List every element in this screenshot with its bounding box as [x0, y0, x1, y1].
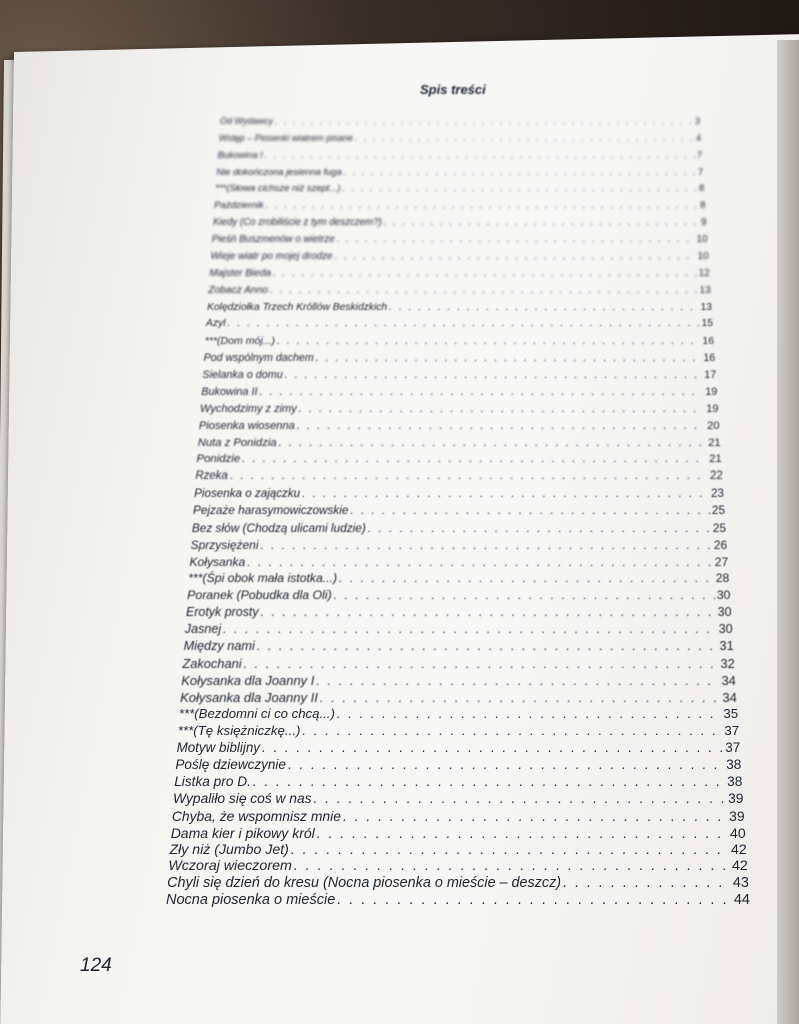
toc-entry-title: Pejzaże harasymowiczowskie — [193, 504, 349, 517]
toc-entry — [187, 588, 730, 602]
toc-dot-leader — [320, 690, 721, 705]
toc-entry-page: 8 — [699, 183, 705, 195]
toc-entry — [216, 167, 703, 177]
toc-dot-leader — [261, 538, 712, 552]
toc-dot-leader — [384, 217, 699, 228]
toc-entry-title: Majster Bieda — [209, 267, 271, 279]
toc-entry-page: 19 — [705, 385, 718, 398]
toc-entry-page: 34 — [721, 672, 736, 688]
toc-dot-leader — [285, 369, 703, 381]
toc-dot-leader — [294, 858, 730, 874]
toc-entry-page: 30 — [718, 622, 733, 637]
toc-entry-page: 42 — [731, 841, 747, 858]
toc-dot-leader — [242, 453, 707, 465]
toc-entry — [192, 521, 726, 535]
toc-dot-leader — [299, 403, 704, 415]
toc-entry-title: Bez słów (Chodzą ulicami ludzie) — [191, 520, 366, 535]
toc-entry-title: Wstęp – Piosenki wiatrem pisane — [218, 132, 353, 143]
toc-entry — [215, 183, 704, 194]
toc-entry-title: Sielanka o domu — [202, 369, 283, 382]
toc-entry-title: Wczoraj wieczorem — [168, 858, 292, 875]
toc-entry-page: 10 — [697, 250, 709, 262]
toc-dot-leader — [277, 335, 700, 347]
toc-dot-leader — [288, 757, 724, 772]
toc-entry — [213, 217, 707, 228]
toc-dot-leader — [257, 639, 718, 653]
toc-entry — [184, 639, 734, 653]
toc-dot-leader — [334, 588, 715, 602]
toc-entry-title: ***(Bezdomni ci co chcą...) — [178, 706, 335, 722]
toc-entry — [175, 757, 741, 772]
toc-dot-leader — [314, 791, 727, 806]
toc-entry-page: 7 — [697, 149, 703, 160]
toc-entry-page: 28 — [715, 571, 730, 586]
toc-entry — [178, 723, 739, 738]
toc-entry — [211, 251, 709, 262]
toc-dot-leader — [337, 706, 722, 721]
toc-entry-title: Pod wspólnym dachem — [203, 352, 314, 365]
toc-dot-leader — [270, 285, 698, 296]
toc-dot-leader — [279, 437, 707, 449]
toc-entry — [199, 420, 720, 432]
toc-entry-page: 7 — [698, 166, 704, 177]
toc-entry-title: ***(Dom mój...) — [204, 335, 276, 348]
toc-entry-title: Chyba, że wspomnisz mnie — [171, 807, 341, 824]
toc-entry-page: 39 — [729, 807, 745, 824]
toc-dot-leader — [275, 116, 693, 126]
toc-entry — [172, 808, 745, 824]
toc-dot-leader — [302, 723, 722, 738]
toc-dot-leader — [335, 251, 696, 262]
toc-entry — [171, 825, 746, 841]
toc-entry-page: 30 — [716, 588, 731, 603]
toc-entry-title: Jasnej — [184, 622, 222, 637]
toc-dot-leader — [343, 183, 698, 194]
toc-dot-leader — [261, 605, 716, 619]
toc-entry-title: ***(Śpi obok mała istotka...) — [188, 571, 338, 586]
toc-entry-title: Rzeka — [195, 470, 228, 483]
toc-entry-page: 10 — [696, 234, 708, 246]
toc-entry-page: 13 — [699, 284, 711, 296]
toc-dot-leader — [265, 150, 695, 160]
toc-entry-title: Bukowina II — [201, 385, 258, 398]
toc-dot-leader — [223, 622, 716, 636]
toc-dot-leader — [339, 571, 714, 585]
toc-dot-leader — [368, 521, 711, 535]
toc-entry-page: 37 — [724, 723, 740, 739]
toc-entry — [204, 352, 716, 364]
toc-entry — [195, 470, 722, 482]
toc-entry-title: Zakochani — [182, 655, 242, 671]
toc-entry-title: Październik — [214, 200, 264, 212]
toc-entry — [179, 706, 738, 721]
toc-entry — [186, 605, 732, 619]
toc-entry — [197, 453, 722, 465]
toc-entry — [206, 318, 713, 329]
toc-entry — [177, 740, 741, 755]
toc-entry — [191, 538, 728, 552]
toc-entry-title: Listka pro D. — [174, 773, 251, 789]
toc-dot-leader — [355, 133, 694, 143]
toc-entry-title: Pieśń Buszmenów o wietrze — [211, 234, 335, 246]
toc-entry-page: 23 — [710, 487, 724, 501]
toc-entry-title: ***(Słowa cichsze niż szept...) — [215, 183, 341, 195]
toc-entry — [174, 774, 742, 789]
toc-entry-title: Chyli się dzień do kresu (Nocna piosenka o mieście – deszcz) — [167, 875, 562, 892]
toc-entry-title: Motyw biblijny — [176, 740, 261, 756]
toc-entry-page: 31 — [719, 638, 734, 653]
toc-entry-page: 21 — [709, 453, 722, 466]
toc-dot-leader — [228, 318, 700, 329]
toc-entry-page: 19 — [706, 402, 719, 415]
toc-entry-page: 40 — [730, 824, 746, 841]
toc-entry — [189, 555, 728, 569]
toc-entry-page: 9 — [701, 217, 707, 229]
toc-entry — [198, 437, 721, 449]
toc-entry-title: Kołysanka — [189, 554, 246, 569]
toc-entry — [200, 403, 718, 415]
toc-entry-title: Zobacz Anno — [208, 284, 268, 296]
toc-entry-page: 15 — [701, 318, 714, 330]
toc-entry-page: 13 — [700, 301, 712, 313]
toc-dot-leader — [302, 487, 709, 500]
toc-entry — [166, 892, 750, 908]
toc-entry-page: 43 — [732, 875, 749, 892]
toc-entry-page: 22 — [710, 470, 723, 483]
toc-entry-title: Erotyk prosty — [185, 605, 259, 620]
toc-entry-title: Piosenka wiosenna — [198, 419, 295, 432]
toc-entry-page: 8 — [700, 200, 706, 212]
toc-entry-page: 34 — [722, 689, 737, 705]
toc-entry — [212, 234, 708, 245]
toc-entry-title: Między nami — [183, 638, 255, 653]
toc-entry-title: Ponidzie — [196, 453, 241, 466]
toc-entry-page: 38 — [726, 757, 742, 773]
toc-dot-leader — [316, 673, 719, 688]
toc-entry-title: Nuta z Ponidzia — [197, 436, 277, 449]
toc-dot-leader — [337, 234, 695, 245]
toc-entry-title: Kołysanka dla Joanny I — [181, 672, 315, 688]
toc-entry-page: 35 — [723, 706, 739, 722]
toc-dot-leader — [247, 555, 713, 569]
page-number: 124 — [80, 955, 112, 976]
toc-entry — [209, 268, 709, 279]
toc-entry-page: 16 — [702, 335, 715, 348]
toc-dot-leader — [350, 504, 710, 517]
toc-entry-title: Bukowina I — [217, 149, 263, 160]
toc-dot-leader — [291, 841, 729, 857]
toc-title: Spis treści — [420, 82, 486, 97]
toc-entry-title: Wypaliło się coś w nas — [173, 790, 312, 806]
toc-dot-leader — [253, 774, 725, 789]
toc-entry-title: Od Wydawcy — [220, 116, 274, 126]
toc-entry-title: ***(Tę księżniczkę...) — [177, 723, 301, 739]
toc-entry — [214, 200, 705, 211]
toc-entry-page: 16 — [703, 352, 716, 365]
toc-dot-leader — [260, 386, 704, 398]
toc-entry-page: 3 — [694, 116, 700, 126]
toc-entry-page: 26 — [713, 537, 728, 552]
toc-dot-leader — [317, 825, 728, 841]
toc-entry-page: 38 — [727, 773, 743, 789]
toc-entry — [182, 656, 734, 671]
toc-entry-page: 25 — [711, 504, 725, 517]
toc-entry-page: 12 — [698, 267, 710, 279]
toc-entry-title: Dama kier i pikowy król — [170, 824, 315, 841]
toc-entry-page: 4 — [695, 132, 702, 143]
toc-entry-title: Zły niż (Jumbo Jet) — [169, 841, 289, 858]
toc-entry-title: Wieje wiatr po mojej drodze — [210, 250, 333, 262]
toc-entry-page: 21 — [708, 436, 721, 449]
toc-entry-title: Kołysanka dla Joanny II — [180, 689, 318, 705]
toc-dot-leader — [343, 808, 727, 824]
toc-entry-title: Sprzysiężeni — [190, 537, 259, 552]
toc-entry-page: 39 — [728, 790, 744, 806]
toc-entry — [194, 487, 724, 500]
toc-entry-page: 37 — [725, 740, 741, 756]
toc-entry-title: Poranek (Pobudka dla Oli) — [187, 588, 332, 603]
toc-dot-leader — [262, 740, 723, 755]
toc-dot-leader — [389, 302, 698, 313]
toc-entry — [170, 841, 747, 857]
toc-dot-leader — [563, 875, 731, 891]
toc-entry-title: Nocna piosenka o mieście — [166, 892, 336, 908]
toc-entry — [181, 673, 736, 688]
toc-entry-title: Poślę dziewczynie — [175, 757, 286, 773]
toc-dot-leader — [297, 420, 705, 432]
toc-entry-page: 17 — [704, 369, 717, 382]
toc-entry — [219, 133, 701, 143]
toc-dot-leader — [266, 200, 698, 211]
toc-entry — [173, 791, 743, 806]
toc-dot-leader — [273, 268, 697, 279]
toc-entry — [205, 335, 714, 347]
toc-dot-leader — [244, 656, 719, 671]
toc-entry — [202, 369, 716, 381]
toc-entry — [218, 150, 703, 160]
toc-entry-title: Kolędziołka Trzech Króllów Beskidzkich — [207, 301, 388, 313]
toc-dot-leader — [344, 167, 696, 177]
toc-dot-leader — [230, 470, 708, 482]
toc-entry-page: 42 — [731, 858, 748, 875]
toc-entry-title: Kiedy (Co zrobiliście z tym deszczem?) — [212, 217, 382, 229]
toc-dot-leader — [337, 892, 732, 908]
toc-entry — [201, 386, 717, 398]
toc-entry — [167, 875, 749, 891]
toc-entry-page: 44 — [733, 892, 750, 908]
toc-entry — [193, 504, 725, 517]
toc-entry-page: 30 — [717, 605, 732, 620]
toc-entry — [168, 858, 747, 874]
toc-entry-title: Wychodzimy z zimy — [200, 402, 297, 415]
toc-entry-page: 27 — [714, 554, 729, 569]
toc-entry-page: 25 — [712, 520, 727, 535]
toc-entry-page: 20 — [707, 419, 720, 432]
toc-dot-leader — [316, 352, 702, 364]
toc-entry — [220, 116, 700, 126]
toc-entry — [185, 622, 733, 636]
toc-entry-title: Azyl — [205, 318, 226, 330]
toc-entry-title: Nie dokończona jesienna fuga — [216, 166, 342, 177]
toc-entry — [180, 690, 737, 705]
toc-entry-page: 32 — [720, 655, 735, 671]
toc-entry — [208, 285, 711, 296]
toc-entry-title: Piosenka o zajączku — [194, 487, 301, 501]
toc-entry — [188, 571, 729, 585]
toc-entry — [207, 302, 712, 313]
